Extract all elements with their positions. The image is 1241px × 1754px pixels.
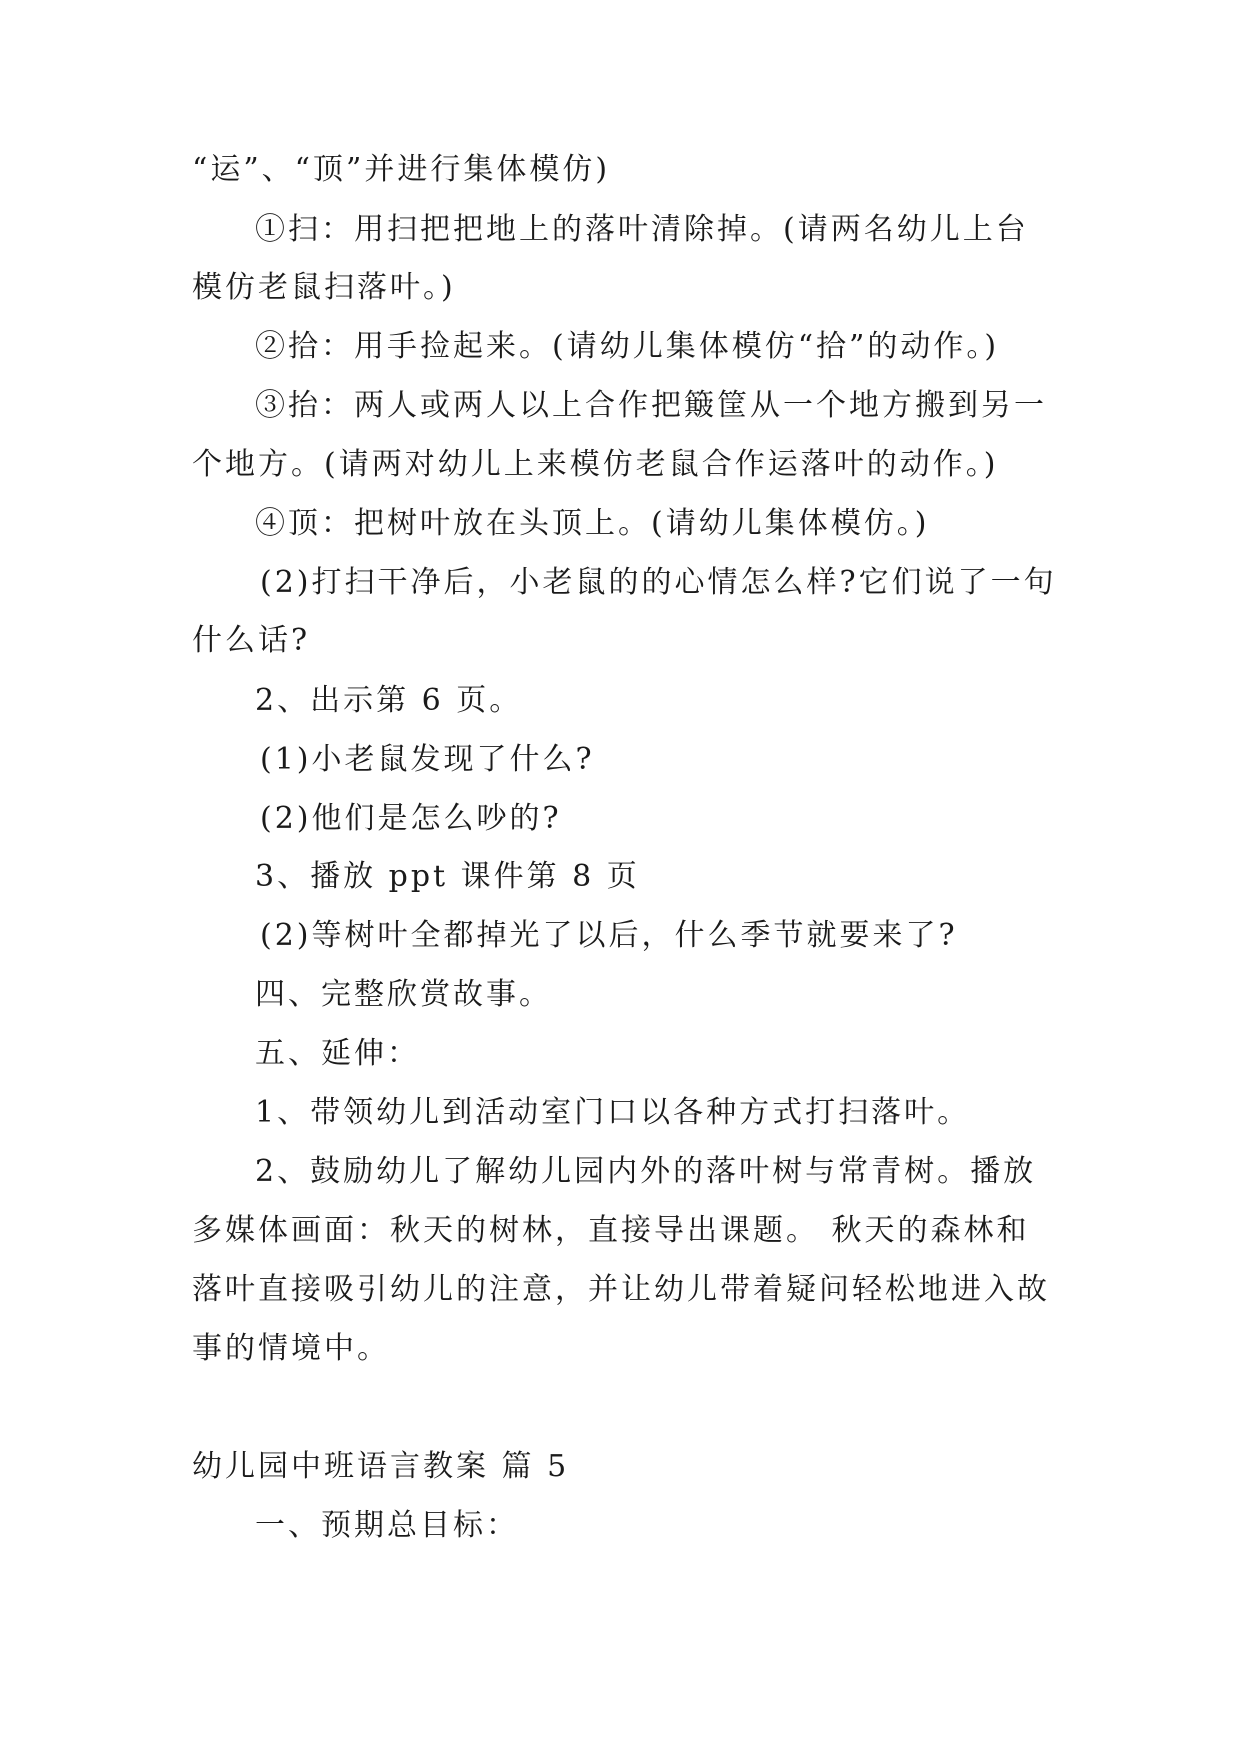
text-line: 模仿老鼠扫落叶。): [192, 270, 456, 305]
text-line: 落叶直接吸引幼儿的注意，并让幼儿带着疑问轻松地进入故: [192, 1272, 1050, 1307]
text-line: 1、带领幼儿到活动室门口以各种方式打扫落叶。: [255, 1095, 971, 1130]
text-line: ③抬：两人或两人以上合作把簸筐从一个地方搬到另一: [255, 388, 1047, 423]
text-line: 多媒体画面：秋天的树林，直接导出课题。 秋天的森林和: [192, 1213, 1030, 1248]
text-line: 3、播放 ppt 课件第 8 页: [255, 859, 640, 894]
section-heading: 幼儿园中班语言教案 篇 5: [192, 1449, 570, 1484]
text-line: ②拾：用手捡起来。(请幼儿集体模仿“拾”的动作。): [255, 329, 1000, 364]
text-line: 个地方。(请两对幼儿上来模仿老鼠合作运落叶的动作。): [192, 447, 999, 482]
text-line: 五、延伸：: [255, 1036, 420, 1071]
text-line: 2、出示第 6 页。: [255, 683, 523, 718]
text-line: (2)他们是怎么吵的?: [260, 801, 562, 836]
text-line: (1)小老鼠发现了什么?: [260, 742, 595, 777]
text-line: 事的情境中。: [192, 1331, 390, 1366]
text-line: 2、鼓励幼儿了解幼儿园内外的落叶树与常青树。播放: [255, 1154, 1037, 1189]
text-line: 一、预期总目标：: [255, 1508, 519, 1543]
text-line: ④顶：把树叶放在头顶上。(请幼儿集体模仿。): [255, 506, 930, 541]
text-line: ①扫：用扫把把地上的落叶清除掉。(请两名幼儿上台: [255, 212, 1029, 247]
text-line: (2)等树叶全都掉光了以后，什么季节就要来了?: [260, 918, 958, 953]
text-line: 什么话?: [192, 623, 311, 658]
text-line: 四、完整欣赏故事。: [255, 977, 552, 1012]
text-line: (2)打扫干净后，小老鼠的的心情怎么样?它们说了一句: [260, 565, 1057, 600]
text-line: “运”、“顶”并进行集体模仿): [192, 152, 611, 187]
